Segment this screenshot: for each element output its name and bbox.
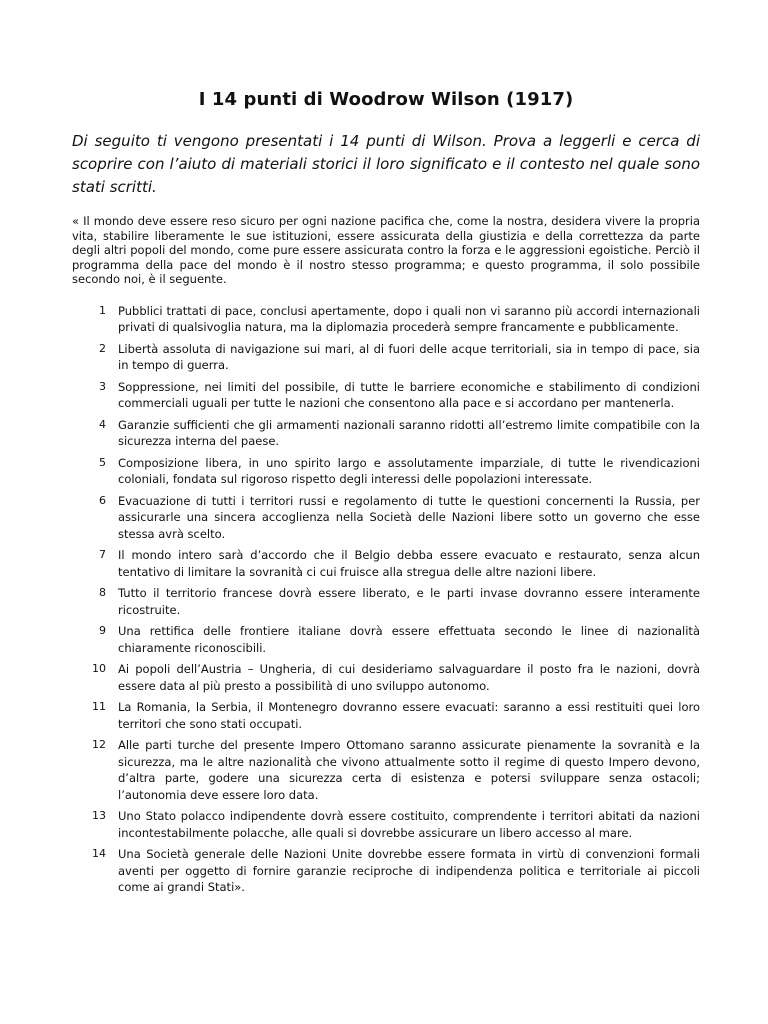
document-title: I 14 punti di Woodrow Wilson (1917) [198,89,574,110]
point-text: Soppressione, nei limiti del possibile, di tutte le barriere economiche e stabilimento di condizioni commerciali uguali per tutte le nazioni che consentono alla pace e si accordano per mantenerla. [118,379,700,410]
point-text: La Romania, la Serbia, il Montenegro dovranno essere evacuati: saranno a essi restituiti quei loro territori che sono stati occupati. [118,700,700,731]
point-text: Alle parti turche del presente Impero Ottomano saranno assicurate pienamente la sovranità e la sicurezza, ma le altre nazionalità che vivono attualmente sotto il regime di questo Impero devono, d’altra parte, godere una sicurezza certa di esistenza e potersi sviluppare senza ostacoli; l’autonomia deve essere loro data. [118,738,700,802]
list-item [72,623,700,656]
point-text: Una rettifica delle frontiere italiane dovrà essere effettuata secondo le linee di nazionalità chiaramente riconoscibili. [118,624,700,655]
point-number: 6 [99,493,106,507]
list-item [72,455,700,488]
list-item [72,585,700,618]
point-number: 13 [92,809,106,822]
points-list [72,303,700,896]
list-item [72,341,700,374]
list-item [72,699,700,732]
list-item [72,846,700,896]
point-number: 7 [99,548,106,561]
point-text: Pubblici trattati di pace, conclusi apertamente, dopo i quali non vi saranno più accordi internazionali privati di qualsivoglia natura, ma la diplomazia procederà sempre francamente e pubblicamente. [118,303,700,334]
point-number: 4 [99,417,106,431]
point-text: Uno Stato polacco indipendente dovrà essere costituito, comprendente i territori abitati da nazioni incontestabilmente polacche, alle quali si dovrebbe assicurare un libero accesso al mare. [118,809,700,840]
point-text: Ai popoli dell’Austria – Ungheria, di cui desideriamo salvaguardare il posto fra le nazioni, dovrà essere data al più presto a possibilità di uno sviluppo autonomo. [118,662,700,693]
document-page [72,86,700,901]
point-number: 3 [99,379,106,393]
point-number: 14 [92,847,106,860]
point-text: Garanzie sufficienti che gli armamenti nazionali saranno ridotti all’estremo limite compatibile con la sicurezza interna del paese. [118,417,700,448]
point-number: 11 [92,700,106,713]
point-text: Tutto il territorio francese dovrà essere liberato, e le parti invase dovranno essere interamente ricostruite. [118,586,700,617]
quote-paragraph: « Il mondo deve essere reso sicuro per ogni nazione pacifica che, come la nostra, desidera vivere la propria vita, stabilire liberamente le sue istituzioni, essere assicurata della giustizia e della correttezza da parte degli altri popoli del mondo, come pure essere assicurata contro la forza e le aggressioni egoistiche. Perciò il programma della pace del mondo è il nostro stesso programma; e questo programma, il solo possibile secondo noi, è il seguente. [72,214,700,286]
intro-paragraph: Di seguito ti vengono presentati i 14 punti di Wilson. Prova a leggerli e cerca di scoprire con l’aiuto di materiali storici il loro significato e il contesto nel quale sono stati scritti. [72,132,700,196]
point-number: 9 [99,624,106,637]
point-number: 5 [99,455,106,469]
point-text: Evacuazione di tutti i territori russi e regolamento di tutte le questioni concernenti la Russia, per assicurarle una sincera accoglienza nella Società delle Nazioni libere sotto un governo che esse stessa avrà scelto. [118,493,700,541]
list-item [72,417,700,450]
list-item [72,547,700,580]
point-text: Composizione libera, in uno spirito largo e assolutamente imparziale, di tutte le rivendicazioni coloniali, fondata sul rigoroso rispetto degli interessi delle popolazioni interessate. [118,455,700,486]
point-text: Il mondo intero sarà d’accordo che il Belgio debba essere evacuato e restaurato, senza alcun tentativo di limitare la sovranità ci cui fruisce alla stregua delle altre nazioni libere. [118,548,700,579]
list-item [72,379,700,412]
point-text: Una Società generale delle Nazioni Unite dovrebbe essere formata in virtù di convenzioni formali aventi per oggetto di fornire garanzie reciproche di indipendenza politica e territoriale ai piccoli come ai grandi Stati». [118,847,700,894]
point-number: 8 [99,586,106,599]
list-item [72,808,700,841]
point-number: 12 [92,738,106,751]
point-number: 1 [99,303,106,317]
point-text: Libertà assoluta di navigazione sui mari, al di fuori delle acque territoriali, sia in tempo di pace, sia in tempo di guerra. [118,341,700,372]
list-item [72,303,700,336]
point-number: 2 [99,341,106,355]
point-number: 10 [92,662,106,675]
list-item [72,737,700,803]
list-item [72,493,700,543]
list-item [72,661,700,694]
